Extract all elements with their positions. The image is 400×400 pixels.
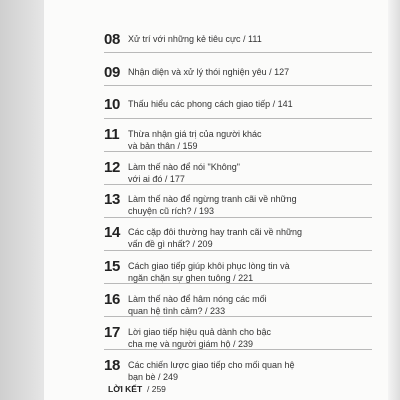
chapter-number: 11 [104,126,120,143]
closing-label[interactable]: LỜI KẾT [108,384,143,394]
page-edge [388,0,400,400]
chapter-title [128,161,240,185]
divider [104,283,372,284]
chapter-title-line: vấn đề gì nhất? / 209 [128,239,213,249]
chapter-number: 14 [104,224,121,241]
chapter-number: 10 [104,96,121,113]
chapter-number: 08 [104,31,121,48]
chapter-title-line: Lời giao tiếp hiệu quả dành cho bậc [128,327,272,337]
divider [104,349,372,350]
chapter-title [128,33,262,45]
chapter-title-line: Xử trí với những kẻ tiêu cực / 111 [128,34,262,44]
divider [104,118,372,119]
chapter-title-line: bạn bè / 249 [128,372,179,382]
chapter-title-line: Cách giao tiếp giúp khôi phục lòng tin và [128,261,290,271]
chapter-title-line: quan hệ tình cảm? / 233 [128,306,226,316]
chapter-title [128,66,289,78]
chapter-title [128,359,295,383]
chapter-title-line: Các cặp đôi thường hay tranh cãi về những [128,227,303,237]
chapter-title-line: chuyện cũ rích? / 193 [128,206,215,216]
chapter-title-line: cha mẹ và người giám hộ / 239 [128,339,253,349]
chapter-title [128,226,302,250]
divider [104,184,372,185]
chapter-title [128,293,267,317]
divider [104,316,372,317]
chapter-title-line: ngăn chặn sự ghen tuông / 221 [128,273,254,283]
chapter-number: 15 [104,258,121,275]
chapter-number: 16 [104,291,121,308]
chapter-number: 17 [104,324,121,341]
book-spine [0,0,44,400]
divider [104,217,372,218]
divider [104,85,372,86]
chapter-number: 18 [104,357,121,374]
chapter-title-line: Làm thế nào để nói "Không" [128,162,240,172]
chapter-title [128,128,262,152]
chapter-title-line: Nhận diện và xử lý thói nghiện yêu / 127 [128,67,290,77]
chapter-title-line: Thừa nhận giá trị của người khác [128,129,262,139]
divider [104,151,372,152]
chapter-title-line: Thấu hiểu các phong cách giao tiếp / 141 [128,99,293,109]
chapter-title-line: Làm thế nào để ngừng tranh cãi về những [128,194,297,204]
chapter-title-line: Làm thế nào để hâm nóng các mối [128,294,267,304]
chapter-number: 12 [104,159,121,176]
chapter-title [128,193,297,217]
chapter-number: 13 [104,191,121,208]
divider [104,52,372,53]
closing-page: / 259 [147,384,166,394]
chapter-title-line: Các chiến lược giao tiếp cho mối quan hệ [128,360,295,370]
chapter-title-line: với ai đó / 177 [128,174,185,184]
chapter-title [128,260,290,284]
chapter-title-line: và bản thân / 159 [128,141,198,151]
chapter-number: 09 [104,64,121,81]
chapter-title [128,326,271,350]
chapter-title [128,98,293,110]
divider [104,250,372,251]
